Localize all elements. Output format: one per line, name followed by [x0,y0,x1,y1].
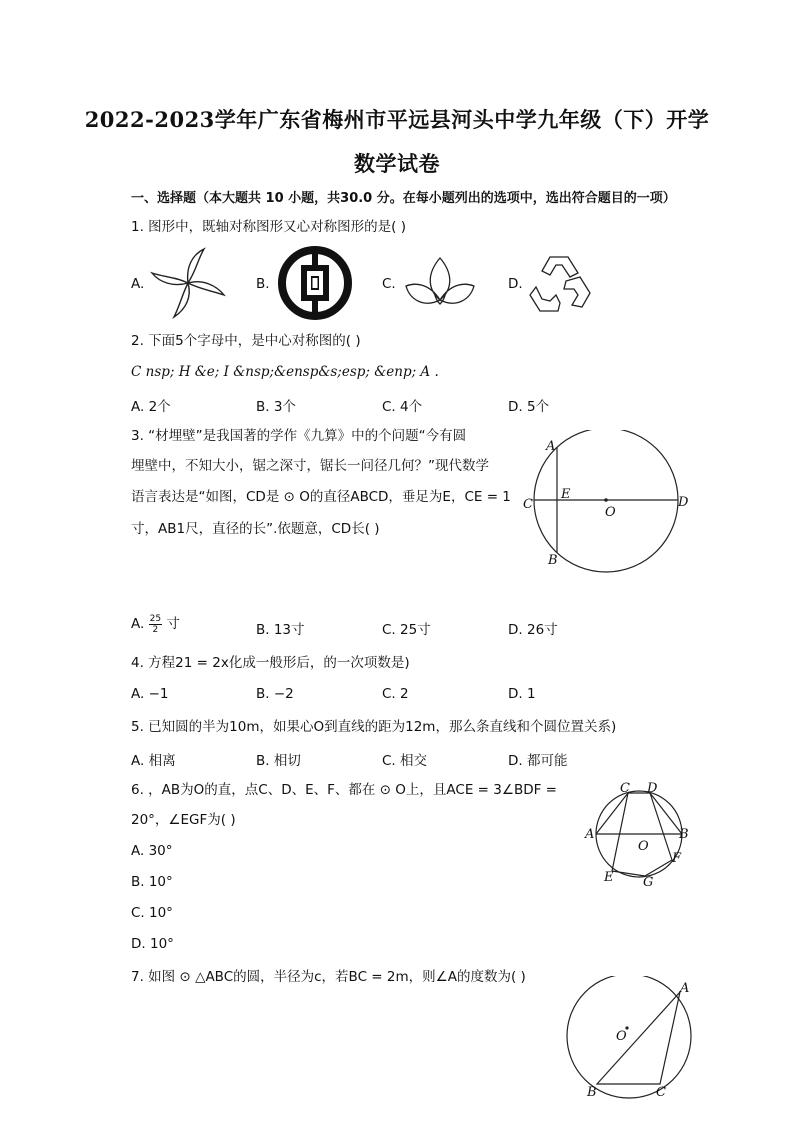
question-1-stem: 1. 图形中，既轴对称图形又心对称图形的是( ) [131,219,406,235]
q3-label-a: A [546,439,556,454]
question-3-line-1: 3. “材埋壁”是我国著的学作《九算》中的个问题“今有圆 [131,428,467,444]
q6-label-o: O [638,839,649,854]
question-3-line-3: 语言表达是“如图，CD是 ⊙ O的直径ABCD，垂足为E，CE = 1 [131,489,511,505]
q3-option-b: B. 13寸 [256,622,305,638]
q3-option-a [131,612,180,635]
q3-label-d: D [678,495,689,510]
question-2-stem: 2. 下面5个字母中，是中心对称图的( ) [131,333,361,349]
q5-option-a: A. 相离 [131,753,176,769]
q3-label-o: O [605,505,616,520]
q1-lotus-figure [400,254,480,314]
q3-circle-figure [520,430,695,580]
q3-fraction-denominator: 2 [152,624,159,635]
q2-option-a: A. 2个 [131,399,171,415]
q3-option-d: D. 26寸 [508,622,558,638]
q6-label-b: B [679,827,689,842]
page-title: 2022-2023学年广东省梅州市平远县河头中学九年级（下）开学 [84,107,710,132]
page-subtitle: 数学试卷 [354,151,440,176]
q6-option-b: B. 10° [131,874,173,890]
q1-option-d-label: D. [508,276,523,292]
q6-circle-figure [582,780,694,892]
q6-label-g: G [643,875,654,890]
question-4-stem: 4. 方程21 = 2x化成一般形后，的一次项数是) [131,655,410,671]
question-7-stem: 7. 如图 ⊙ △ABC的圆，半径为c，若BC = 2m，则∠A的度数为( ) [131,969,526,985]
q4-option-a: A. −1 [131,686,169,702]
q3-label-c: C [523,497,533,512]
q2-option-c: C. 4个 [382,399,423,415]
question-5-stem: 5. 已知圆的半为10m，如果心O到直线的距为12m，那么条直线和个圆位置关系) [131,719,617,735]
q3-label-e: E [561,487,571,502]
q3-option-a-prefix: A. [131,616,145,632]
q1-pinwheel-figure [146,245,230,321]
q6-label-e: E [604,870,614,885]
q6-label-d: D [647,781,658,796]
q7-label-o: O [616,1029,627,1044]
q3-fraction-numerator: 25 [149,613,162,624]
question-6-line-2: 20°，∠EGF为( ) [131,812,236,828]
q5-option-d: D. 都可能 [508,753,568,769]
q4-option-b: B. −2 [256,686,294,702]
q7-circle-figure [560,976,700,1100]
question-6-line-1: 6. ，AB为O的直，点C、D、E、F、都在 ⊙ O上，且ACE = 3∠BDF = [131,782,557,798]
q6-option-a: A. 30° [131,843,173,859]
q6-option-c: C. 10° [131,905,173,921]
q3-option-c: C. 25寸 [382,622,431,638]
q1-option-a-label: A. [131,276,145,292]
q2-option-d: D. 5个 [508,399,550,415]
q1-option-c-label: C. [382,276,396,292]
question-3-line-2: 埋壁中，不知大小，锯之深寸，锯长一问径几何？”现代数学 [131,458,489,474]
q7-label-c: C [656,1085,666,1100]
q6-label-f: F [672,851,682,866]
question-2-letters: C nsp; H &e; I &nsp;&ensp&s;esp; &enp; A . [131,364,439,380]
q5-option-b: B. 相切 [256,753,301,769]
q6-label-a: A [585,827,595,842]
q1-coin-figure [275,243,355,323]
q3-label-b: B [548,553,558,568]
q4-option-d: D. 1 [508,686,536,702]
q4-option-c: C. 2 [382,686,409,702]
q2-option-b: B. 3个 [256,399,296,415]
q7-label-b: B [587,1085,597,1100]
q7-label-a: A [680,981,690,996]
q1-option-b-label: B. [256,276,270,292]
section-header: 一、选择题（本大题共 10 小题，共30.0 分。在每小题列出的选项中，选出符合题目的一项） [131,191,676,206]
q6-label-c: C [620,781,630,796]
question-3-line-4: 寸，AB1尺，直径的长”.依题意，CD长( ) [131,521,380,537]
q6-option-d: D. 10° [131,936,174,952]
q3-option-a-unit: 寸 [166,616,180,632]
q1-recycle-figure [528,255,598,313]
q3-option-a-fraction [149,614,162,635]
q5-option-c: C. 相交 [382,753,428,769]
